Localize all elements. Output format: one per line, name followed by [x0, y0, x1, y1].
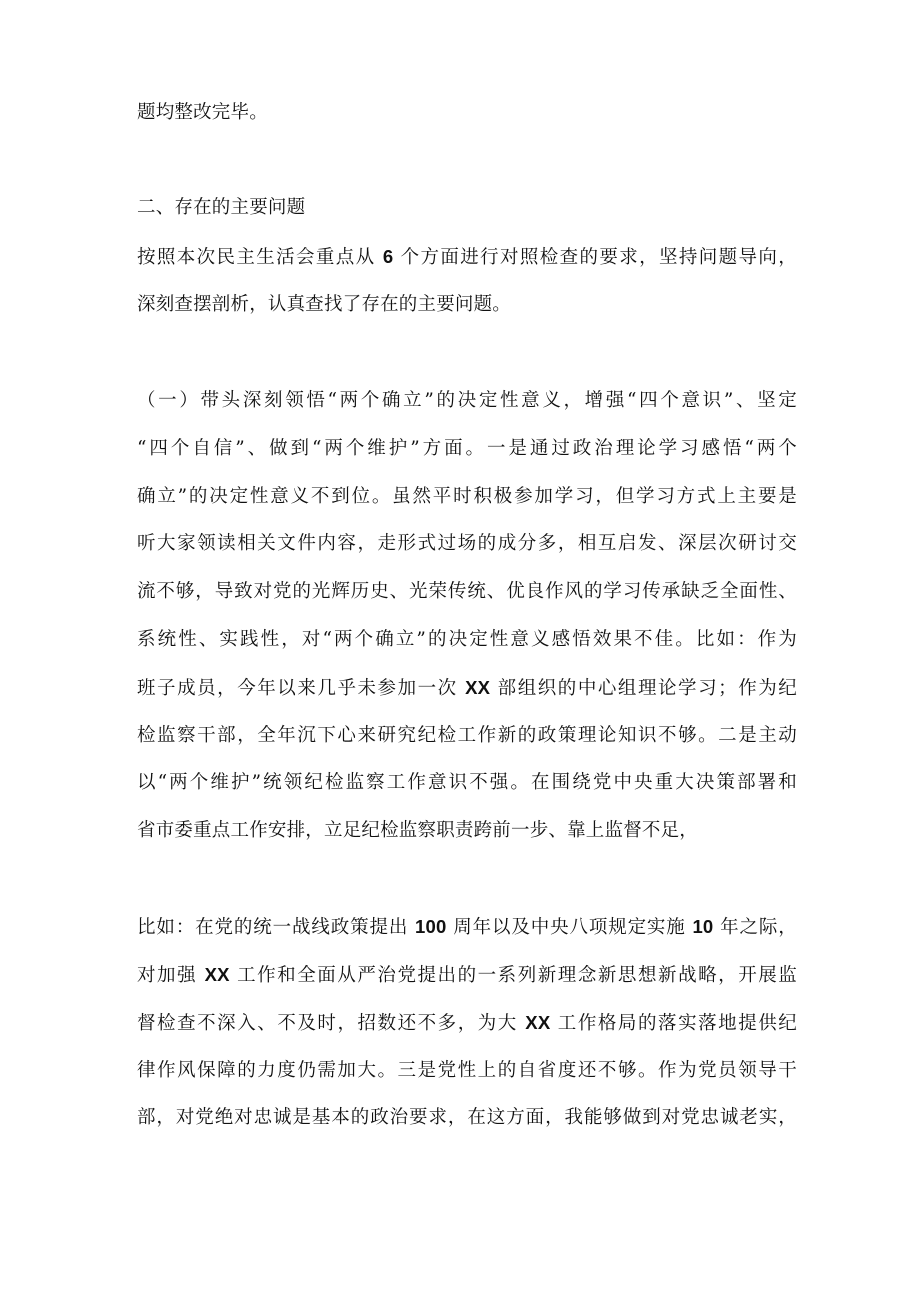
paragraph-4-line-1: 比如：在党的统一战线政策提出 100 周年以及中央八项规定实施 10 年之际，	[137, 916, 797, 938]
paragraph-3-line-4: 听大家领读相关文件内容，走形式过场的成分多，相互启发、深层次研讨交	[137, 533, 797, 554]
paragraph-2-line-1: 按照本次民主生活会重点从 6 个方面进行对照检查的要求，坚持问题导向，	[137, 246, 797, 268]
paragraph-3-line-6: 系统性、实践性，对“两个确立”的决定性意义感悟效果不佳。比如：作为	[137, 629, 797, 650]
paragraph-4-line-2: 对加强 XX 工作和全面从严治党提出的一系列新理念新思想新战略，开展监	[137, 964, 797, 986]
paragraph-3-line-7: 班子成员，今年以来几乎未参加一次 XX 部组织的中心组理论学习；作为纪	[137, 677, 797, 699]
paragraph-3-line-2: “四个自信”、做到“两个维护”方面。一是通过政治理论学习感悟“两个	[137, 438, 797, 459]
paragraph-4-line-5: 部，对党绝对忠诚是基本的政治要求，在这方面，我能够做到对党忠诚老实，	[137, 1107, 797, 1128]
paragraph-3-line-3: 确立”的决定性意义不到位。虽然平时积极参加学习，但学习方式上主要是	[137, 486, 797, 507]
paragraph-3-line-9: 以“两个维护”统领纪检监察工作意识不强。在围绕党中央重大决策部署和	[137, 772, 797, 793]
paragraph-3-line-8: 检监察干部，全年沉下心来研究纪检工作新的政策理论知识不够。二是主动	[137, 725, 797, 746]
paragraph-4-line-4: 律作风保障的力度仍需加大。三是党性上的自省度还不够。作为党员领导干	[137, 1060, 797, 1081]
paragraph-4-line-3: 督检查不深入、不及时，招数还不多，为大 XX 工作格局的落实落地提供纪	[137, 1012, 797, 1034]
paragraph-2-line-2: 深刻查摆剖析，认真查找了存在的主要问题。	[137, 294, 512, 315]
paragraph-3-line-5: 流不够，导致对党的光辉历史、光荣传统、优良作风的学习传承缺乏全面性、	[137, 581, 797, 602]
paragraph-3-line-10: 省市委重点工作安排，立足纪检监察职责跨前一步、靠上监督不足，	[137, 820, 699, 841]
paragraph-1-line-1: 题均整改完毕。	[137, 102, 268, 123]
paragraph-3-line-1: （一）带头深刻领悟“两个确立”的决定性意义，增强“四个意识”、坚定	[137, 390, 797, 411]
section-heading-2: 二、存在的主要问题	[137, 197, 306, 218]
